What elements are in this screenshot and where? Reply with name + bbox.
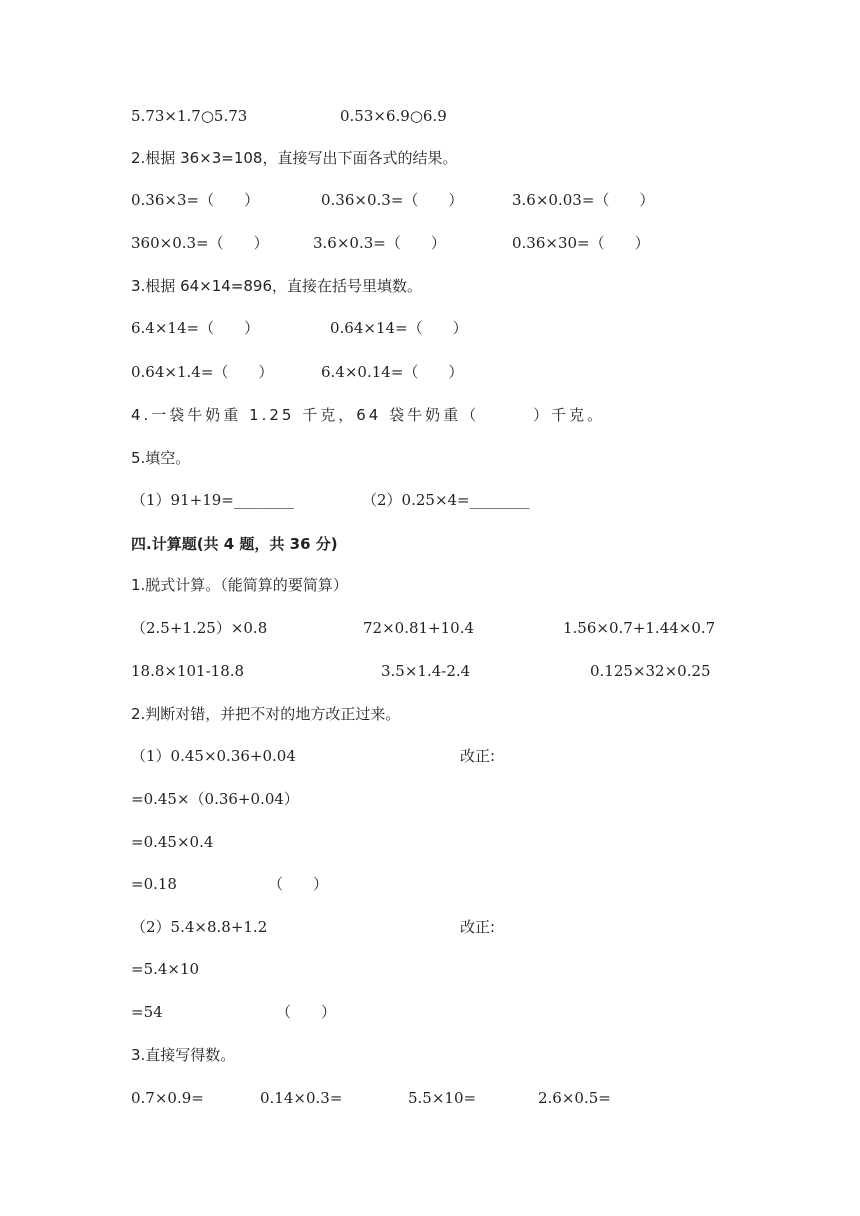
calc-2-part-2-expr: （2）5.4×8.8+1.2 — [131, 918, 268, 936]
calc-3-item-3: 5.5×10= — [408, 1089, 477, 1107]
calc-2-part-1-expr: （1）0.45×0.36+0.04 — [131, 747, 296, 765]
calc-3-prompt: 3.直接写得数。 — [131, 1046, 236, 1064]
q3-item-2: 0.64×14=（ ） — [330, 319, 468, 337]
calc-1-expr-3: 1.56×0.7+1.44×0.7 — [563, 619, 716, 637]
calc-1-expr-6: 0.125×32×0.25 — [590, 662, 711, 680]
q2-item-1: 0.36×3=（ ） — [131, 191, 260, 209]
compare-expression-1: 5.73×1.7○5.73 — [131, 107, 248, 125]
calc-2-part-1-answer-paren: （ ） — [268, 875, 329, 893]
calc-1-expr-2: 72×0.81+10.4 — [363, 619, 475, 637]
calc-2-part-2-correction-label: 改正: — [460, 918, 496, 936]
calc-2-part-1-step-3: =0.18 — [131, 875, 177, 893]
q2-item-3: 3.6×0.03=（ ） — [512, 191, 655, 209]
calc-3-item-4: 2.6×0.5= — [538, 1089, 611, 1107]
question-4-prompt: 4.一袋牛奶重 1.25 千克，64 袋牛奶重（ ）千克。 — [131, 406, 606, 424]
q2-item-6: 0.36×30=（ ） — [512, 234, 650, 252]
q3-item-3: 0.64×1.4=（ ） — [131, 363, 274, 381]
q2-item-4: 360×0.3=（ ） — [131, 234, 269, 252]
calc-2-part-1-step-1: =0.45×（0.36+0.04） — [131, 790, 299, 808]
q3-item-1: 6.4×14=（ ） — [131, 319, 260, 337]
q5-item-1: （1）91+19=________ — [131, 491, 294, 509]
calc-2-part-1-correction-label: 改正: — [460, 747, 496, 765]
calc-1-expr-1: （2.5+1.25）×0.8 — [131, 619, 268, 637]
question-3-prompt: 3.根据 64×14=896，直接在括号里填数。 — [131, 277, 423, 295]
calc-1-expr-4: 18.8×101-18.8 — [131, 662, 245, 680]
calc-2-part-2-step-1: =5.4×10 — [131, 960, 200, 978]
section-4-heading: 四.计算题(共 4 题，共 36 分) — [131, 535, 338, 553]
calc-2-prompt: 2.判断对错，并把不对的地方改正过来。 — [131, 705, 401, 723]
calc-2-part-1-step-2: =0.45×0.4 — [131, 833, 214, 851]
q5-item-2: （2）0.25×4=________ — [362, 491, 530, 509]
question-2-prompt: 2.根据 36×3=108，直接写出下面各式的结果。 — [131, 149, 458, 167]
q2-item-2: 0.36×0.3=（ ） — [321, 191, 464, 209]
q2-item-5: 3.6×0.3=（ ） — [313, 234, 446, 252]
compare-expression-2: 0.53×6.9○6.9 — [340, 107, 447, 125]
q3-item-4: 6.4×0.14=（ ） — [321, 363, 464, 381]
calc-2-part-2-answer-paren: （ ） — [276, 1003, 337, 1021]
calc-2-part-2-step-2: =54 — [131, 1003, 163, 1021]
calc-3-item-1: 0.7×0.9= — [131, 1089, 204, 1107]
calc-1-prompt: 1.脱式计算。（能简算的要简算） — [131, 576, 348, 594]
calc-3-item-2: 0.14×0.3= — [260, 1089, 343, 1107]
question-5-prompt: 5.填空。 — [131, 449, 191, 467]
calc-1-expr-5: 3.5×1.4-2.4 — [381, 662, 471, 680]
